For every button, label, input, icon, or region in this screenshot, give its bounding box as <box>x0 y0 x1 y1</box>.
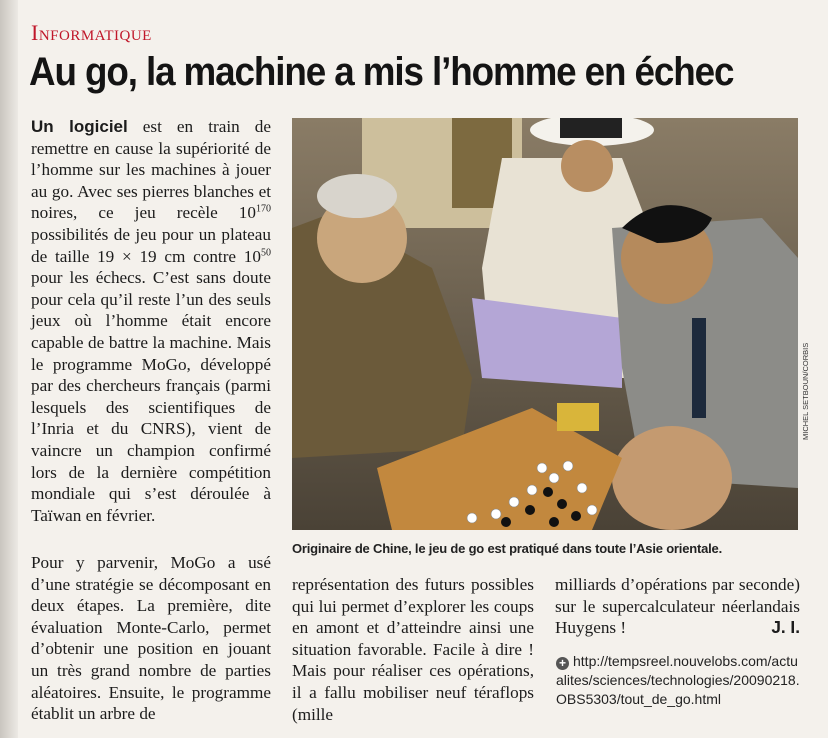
body-text: est en train de remettre en cause la supériorité de l’homme sur les machines à jouer au go. Avec ses pierres blanches et noires, ce jeu recèle 10 <box>31 117 271 223</box>
go-players-photo <box>292 118 798 530</box>
web-reference <box>556 652 800 709</box>
page-edge-shadow <box>0 0 18 738</box>
body-text: milliards d’opérations par seconde) sur le supercalculateur néerlandais Huygens ! <box>555 575 800 638</box>
article-column-2: représentation des futurs possibles qui lui permet d’explorer les coups en amont et d’atteindre ainsi une situation favorable. Facile à dire ! Mais pour réaliser ces opérations, il a fallu mobiliser neuf téraflops (mille <box>292 575 534 724</box>
article-column-1-paragraph-2: Pour y parvenir, MoGo a usé d’une stratégie se décomposant en deux étapes. La première, dite évaluation Monte-Carlo, permet d’obtenir une position en jouant un très grand nombre de parties aléatoires. Ensuite, le programme établit un arbre de <box>31 553 271 724</box>
article-column-1 <box>31 116 271 526</box>
section-rubric: Informatique <box>31 20 152 45</box>
exponent: 50 <box>261 246 271 258</box>
plus-circle-icon: + <box>556 657 569 670</box>
article-headline: Au go, la machine a mis l’homme en échec <box>29 50 734 94</box>
photo-illustration <box>292 118 798 530</box>
author-signature: J. I. <box>771 617 800 638</box>
body-text: possibilités de jeu pour un plateau de taille 19 × 19 cm contre 10 <box>31 224 271 266</box>
exponent: 170 <box>256 203 271 215</box>
photo-credit: MICHEL SETBOUN/CORBIS <box>801 342 810 440</box>
body-text: pour les échecs. C’est sans doute pour cela qu’il reste l’un des seuls jeux où l’homme était encore capable de battre la machine. Mais le programme MoGo, développé par des chercheurs français (parmi lesquels des scientifiques de l’Inria et du CNRS), vient de vaincre un champion confirmé lors de la dernière compétition mondiale qui s’est déroulée à Taïwan en février. <box>31 268 271 525</box>
lead-in: Un logiciel <box>31 117 128 136</box>
reference-url: http://tempsreel.nouvelobs.com/actualites/sciences/technologies/20090218.OBS5303/tout_de_go.html <box>556 653 800 707</box>
article-column-3 <box>555 574 800 639</box>
photo-caption: Originaire de Chine, le jeu de go est pratiqué dans toute l’Asie orientale. <box>292 541 722 556</box>
